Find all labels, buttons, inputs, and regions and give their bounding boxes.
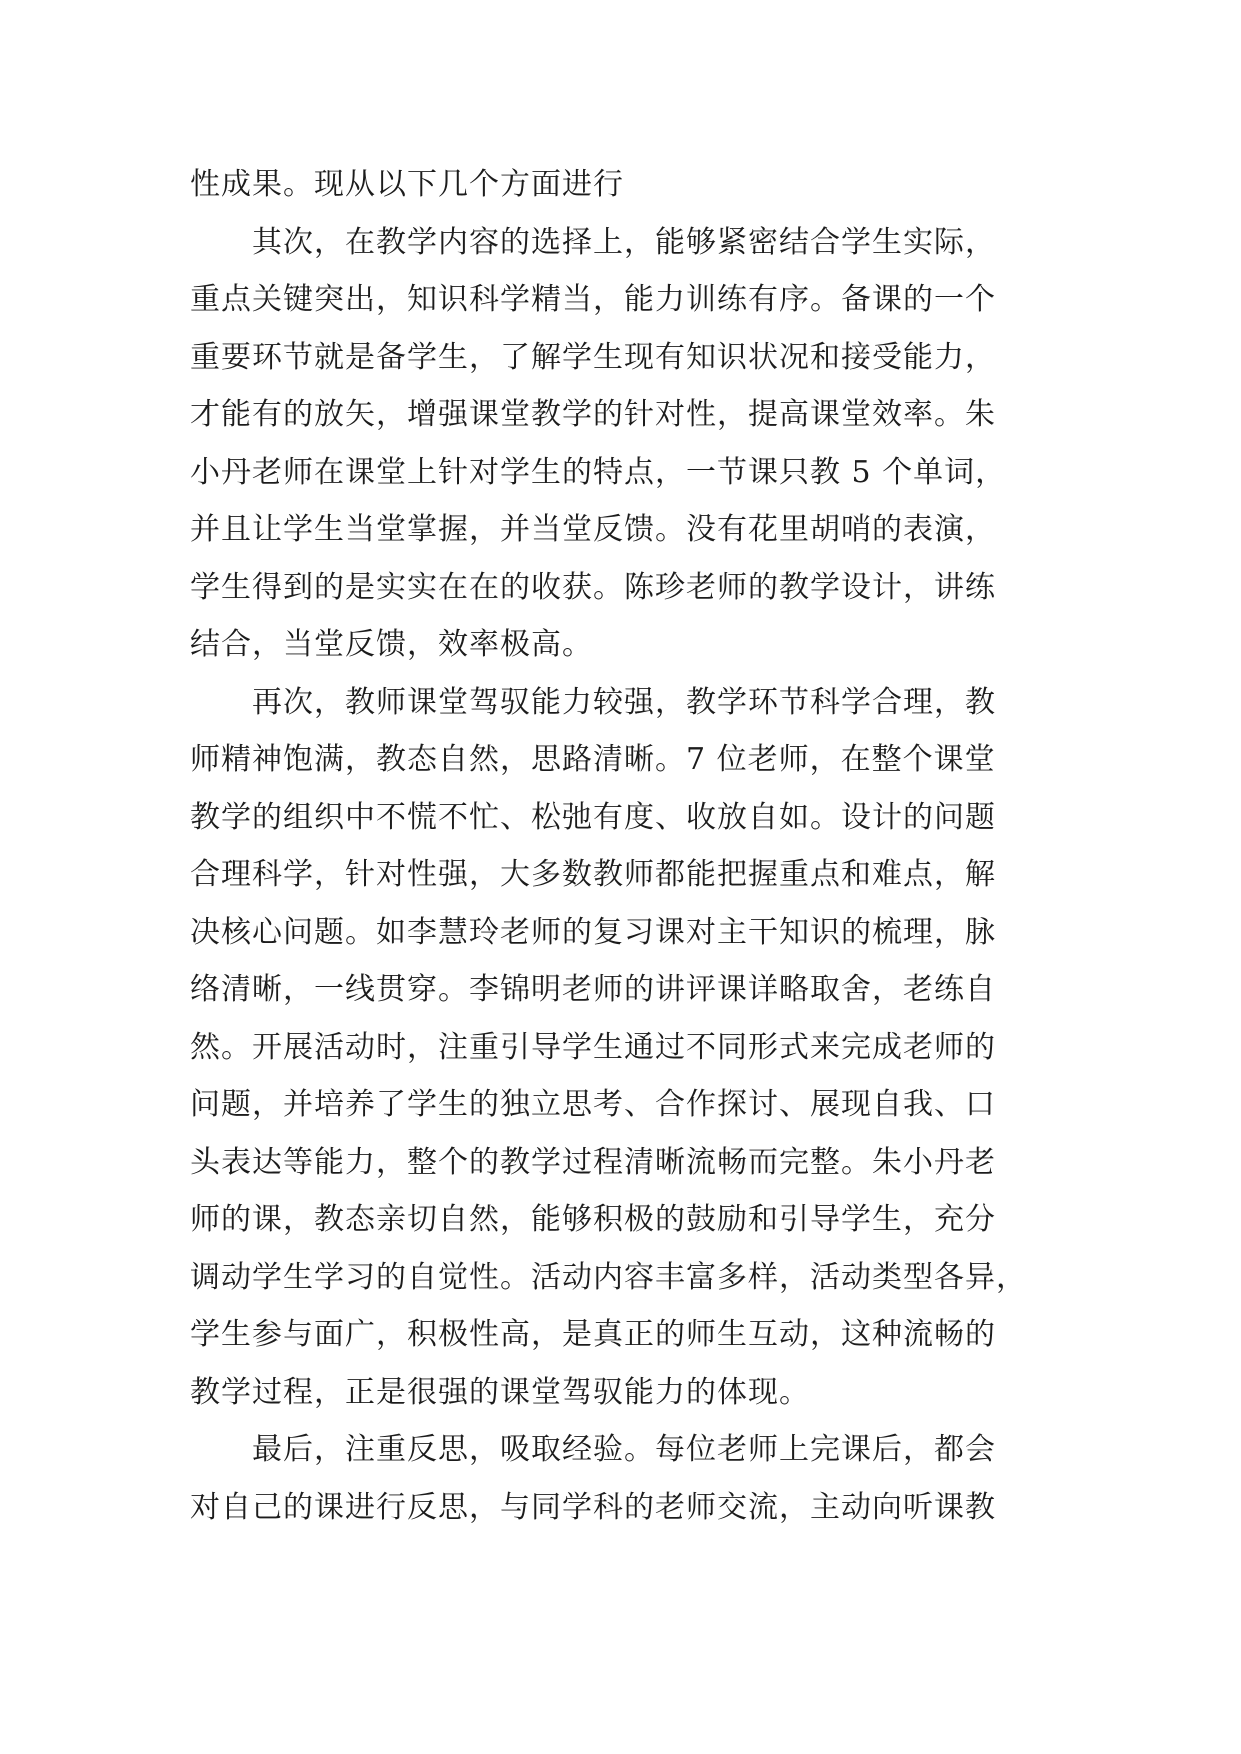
paragraph-first-line: 再次，教师课堂驾驭能力较强，教学环节科学合理，教 [252,684,996,720]
text-line: 学生参与面广，积极性高，是真正的师生互动，这种流畅的 [190,1317,996,1352]
text-line: 结合，当堂反馈，效率极高。 [190,627,593,662]
text-line: 教学过程，正是很强的课堂驾驭能力的体现。 [190,1374,810,1410]
text-line: 小丹老师在课堂上针对学生的特点，一节课只教 5 个单词， [190,454,1007,490]
paragraph-first-line: 其次，在教学内容的选择上，能够紧密结合学生实际， [252,224,996,260]
text-line: 合理科学，针对性强，大多数教师都能把握重点和难点，解 [190,857,996,892]
text-line: 头表达等能力，整个的教学过程清晰流畅而完整。朱小丹老 [190,1144,996,1180]
text-line: 然。开展活动时，注重引导学生通过不同形式来完成老师的 [190,1029,996,1065]
paragraph-first-line: 最后，注重反思，吸取经验。每位老师上完课后，都会 [252,1432,996,1467]
text-line: 师的课，教态亲切自然，能够积极的鼓励和引导学生，充分 [190,1202,996,1237]
text-line: 问题，并培养了学生的独立思考、合作探讨、展现自我、口 [190,1087,996,1122]
text-line: 才能有的放矢，增强课堂教学的针对性，提高课堂效率。朱 [190,397,996,432]
text-line: 学生得到的是实实在在的收获。陈珍老师的教学设计，讲练 [190,569,996,605]
text-line: 对自己的课进行反思，与同学科的老师交流，主动向听课教 [190,1489,996,1525]
text-line: 调动学生学习的自觉性。活动内容丰富多样，活动类型各异， [190,1259,1027,1295]
text-line: 重点关键突出，知识科学精当，能力训练有序。备课的一个 [190,282,996,317]
text-line: 教学的组织中不慌不忙、松弛有度、收放自如。设计的问题 [190,799,996,835]
document-body [190,156,1070,1536]
text-line: 并且让学生当堂掌握，并当堂反馈。没有花里胡哨的表演， [190,512,996,547]
text-line: 决核心问题。如李慧玲老师的复习课对主干知识的梳理，脉 [190,914,996,950]
text-line: 师精神饱满，教态自然，思路清晰。7 位老师，在整个课堂 [190,742,996,777]
text-line: 性成果。现从以下几个方面进行 [190,167,624,202]
text-line: 重要环节就是备学生，了解学生现有知识状况和接受能力， [190,339,996,375]
text-line: 络清晰，一线贯穿。李锦明老师的讲评课详略取舍，老练自 [190,972,996,1007]
